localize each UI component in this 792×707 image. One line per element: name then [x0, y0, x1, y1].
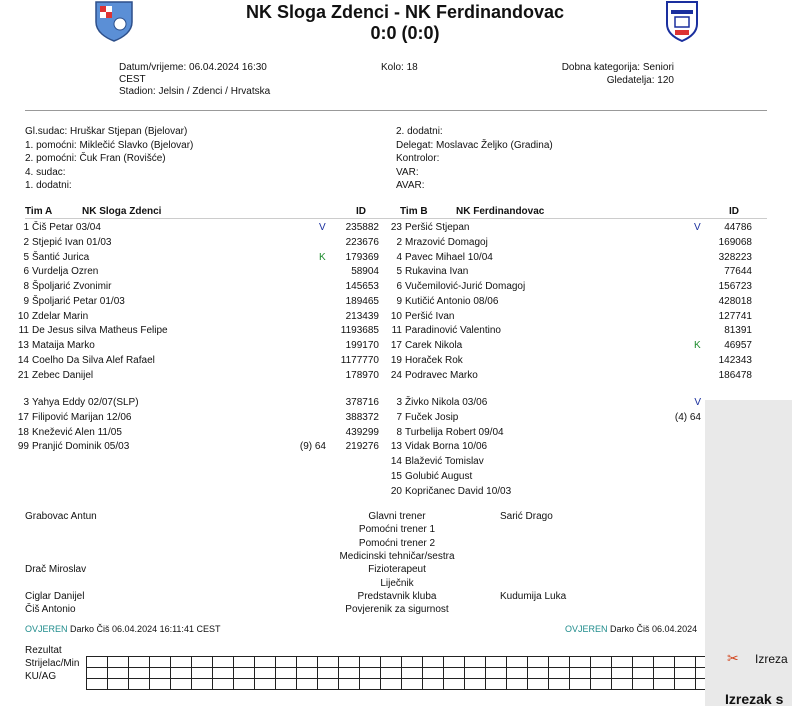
player-number: 10 — [390, 310, 402, 322]
sub-number: 3 — [396, 397, 402, 408]
score-cell — [591, 657, 612, 668]
player-name: Peršić Stjepan — [405, 222, 470, 233]
player-id: 81391 — [724, 325, 752, 337]
score-cell — [171, 657, 192, 668]
staff-role-label: Pomoćni trener 2 — [358, 537, 436, 549]
player-badge: V — [319, 222, 326, 233]
official-line: 2. pomoćni: Čuk Fran (Rovišće) — [25, 153, 166, 164]
sub-number: 7 — [396, 411, 402, 423]
match-stadium: Stadion: Jelsin / Zdenci / Hrvatska — [119, 86, 271, 97]
staff-role-label: Liječnik — [380, 577, 414, 589]
player-name: Coelho Da Silva Alef Rafael — [32, 354, 155, 366]
verified-label: OVJEREN — [565, 624, 608, 634]
player-name: Paradinović Valentino — [405, 325, 501, 337]
player-id: 179369 — [345, 251, 379, 263]
verified-b-text: Darko Čiš 06.04.2024 — [610, 624, 698, 634]
score-cell — [654, 679, 675, 690]
player-name: Vurdelja Ozren — [32, 266, 99, 278]
score-cell — [570, 668, 591, 679]
sub-id: 219276 — [345, 441, 379, 453]
sub-name: Golubić August — [405, 470, 473, 482]
score-cell — [654, 657, 675, 668]
player-number: 24 — [390, 369, 402, 381]
player-badge: K — [319, 251, 326, 263]
team-b-name: NK Ferdinandovac — [456, 206, 545, 217]
staff-role-label: Povjerenik za sigurnost — [345, 604, 449, 616]
official-line: Gl.sudac: Hruškar Stjepan (Bjelovar) — [25, 126, 188, 137]
player-name: Špoljarić Zvonimir — [32, 281, 112, 292]
staff-a-physio: Drač Miroslav — [25, 564, 87, 575]
sub-name: Knežević Alen 11/05 — [32, 426, 122, 438]
score-cell — [675, 668, 696, 679]
score-cell — [423, 679, 444, 690]
player-id: 213439 — [345, 310, 379, 322]
score-cell — [150, 668, 171, 679]
sub-number: 13 — [390, 441, 402, 453]
score-cell — [444, 668, 465, 679]
score-cell — [150, 657, 171, 668]
staff-b-club-rep: Kudumija Luka — [500, 591, 567, 602]
player-name: Rukavina Ivan — [405, 266, 469, 278]
sub-info: (9) 64 — [299, 441, 326, 453]
player-number: 5 — [396, 266, 402, 278]
official-line: VAR: — [396, 166, 419, 178]
score-cell — [192, 657, 213, 668]
player-name: Kutičić Antonio 08/06 — [405, 295, 499, 307]
player-number: 10 — [17, 310, 29, 322]
score-cell — [192, 668, 213, 679]
player-name: Peršić Ivan — [405, 310, 455, 322]
score-cell — [654, 668, 675, 679]
player-number: 19 — [390, 354, 402, 366]
player-number: 9 — [396, 295, 402, 307]
score-cell — [87, 668, 108, 679]
match-score: 0:0 (0:0) — [370, 23, 440, 43]
score-cell — [192, 679, 213, 690]
player-name: Mrazović Domagoj — [405, 236, 488, 248]
away-club-crest — [665, 0, 699, 45]
staff-role-label: Glavni trener — [368, 511, 426, 522]
home-club-crest — [94, 0, 134, 45]
score-cell — [297, 679, 318, 690]
overlay-title: Izrezak s — [725, 691, 784, 707]
match-attendance: Gledatelja: 120 — [606, 75, 674, 86]
score-cell — [465, 679, 486, 690]
score-row-label: Rezultat — [25, 645, 62, 656]
player-id: 223676 — [345, 236, 379, 248]
player-id: 46957 — [724, 340, 752, 351]
official-line: AVAR: — [396, 180, 425, 191]
sub-number: 18 — [17, 426, 29, 438]
divider — [25, 110, 767, 111]
player-badge: K — [694, 340, 701, 351]
player-number: 4 — [396, 251, 402, 263]
score-cell — [675, 679, 696, 690]
staff-role-label: Fizioterapeut — [368, 564, 426, 576]
sub-name: Turbelija Robert 09/04 — [405, 426, 504, 438]
staff-b-head-coach: Sarić Drago — [500, 511, 553, 522]
official-line: 2. dodatni: — [396, 126, 443, 137]
score-cell — [612, 679, 633, 690]
score-cell — [612, 657, 633, 668]
score-row-label: KU/AG — [25, 671, 57, 682]
match-title: NK Sloga Zdenci - NK Ferdinandovac — [245, 2, 565, 22]
score-cell — [318, 657, 339, 668]
staff-a-club-rep: Ciglar Danijel — [25, 591, 85, 602]
scissors-icon: ✂ — [727, 650, 739, 666]
player-name: Stjepić Ivan 01/03 — [32, 236, 112, 248]
score-cell — [171, 679, 192, 690]
verified-b — [565, 624, 697, 634]
sub-id: 439299 — [345, 426, 379, 438]
score-cell — [633, 679, 654, 690]
score-cell — [591, 668, 612, 679]
score-cell — [255, 668, 276, 679]
score-cell — [381, 657, 402, 668]
sub-name: Fuček Josip — [405, 411, 459, 423]
player-name: Šantić Jurica — [32, 251, 90, 263]
player-name: Podravec Marko — [405, 369, 478, 381]
staff-a-security: Čiš Antonio — [25, 604, 76, 615]
player-number: 9 — [23, 295, 29, 307]
sub-name: Yahya Eddy 02/07(SLP) — [32, 397, 139, 408]
score-cell — [318, 679, 339, 690]
player-number: 2 — [23, 236, 29, 248]
player-name: Vučemilović-Jurić Domagoj — [405, 281, 526, 292]
score-cell — [549, 679, 570, 690]
player-number: 13 — [17, 340, 29, 351]
player-id: 156723 — [718, 281, 752, 292]
player-number: 23 — [390, 222, 402, 233]
sub-name: Pranjić Dominik 05/03 — [32, 441, 130, 453]
score-cell — [339, 657, 360, 668]
sub-number: 15 — [390, 470, 402, 482]
score-cell — [381, 679, 402, 690]
player-name: Zdelar Marin — [32, 310, 89, 322]
score-cell — [255, 679, 276, 690]
match-category: Dobna kategorija: Seniori — [561, 62, 674, 73]
score-cell — [402, 657, 423, 668]
team-b-id-header: ID — [729, 206, 739, 217]
score-cell — [87, 679, 108, 690]
score-cell — [423, 657, 444, 668]
score-cell — [150, 679, 171, 690]
player-id: 145653 — [345, 281, 379, 292]
player-number: 11 — [18, 325, 29, 337]
sub-number: 3 — [23, 397, 29, 408]
player-id: 189465 — [345, 295, 379, 307]
player-id: 235882 — [345, 222, 379, 233]
player-number: 11 — [391, 325, 402, 337]
score-cell — [633, 657, 654, 668]
score-cell — [129, 657, 150, 668]
sub-id: 388372 — [345, 411, 379, 423]
score-cell — [339, 679, 360, 690]
player-id: 1177770 — [340, 354, 379, 366]
player-number: 6 — [23, 266, 29, 278]
player-id: 77644 — [724, 266, 752, 278]
sub-number: 17 — [17, 411, 29, 423]
score-cell — [549, 668, 570, 679]
score-cell — [213, 679, 234, 690]
score-cell — [444, 679, 465, 690]
player-badge: V — [694, 222, 701, 233]
verified-label: OVJEREN — [25, 624, 68, 634]
player-name: Čiš Petar 03/04 — [32, 222, 101, 233]
match-datetime: Datum/vrijeme: 06.04.2024 16:30 — [119, 62, 267, 73]
score-cell — [528, 679, 549, 690]
score-cell — [570, 657, 591, 668]
sub-number: 99 — [17, 441, 29, 453]
player-number: 17 — [390, 340, 402, 351]
score-cell — [507, 679, 528, 690]
sub-name: Blažević Tomislav — [405, 456, 484, 467]
score-cell — [87, 657, 108, 668]
player-number: 21 — [17, 369, 29, 381]
player-number: 5 — [23, 251, 29, 263]
score-cell — [528, 668, 549, 679]
player-id: 127741 — [718, 310, 752, 322]
score-cell — [171, 668, 192, 679]
player-number: 6 — [396, 281, 402, 292]
team-a-id-header: ID — [356, 206, 366, 217]
player-number: 1 — [23, 222, 29, 233]
verified-a — [25, 624, 220, 634]
player-name: Zebec Danijel — [32, 369, 94, 381]
player-number: 8 — [23, 281, 29, 292]
staff-role-label: Medicinski tehničar/sestra — [339, 550, 455, 562]
score-cell — [381, 668, 402, 679]
official-line: 1. dodatni: — [25, 180, 72, 191]
sub-info: (4) 64 — [674, 411, 701, 423]
score-cell — [423, 668, 444, 679]
sub-name: Kopričanec David 10/03 — [405, 485, 512, 497]
score-cell — [465, 657, 486, 668]
score-cell — [360, 668, 381, 679]
sub-number: 14 — [390, 456, 402, 467]
player-id: 1193685 — [340, 325, 379, 337]
score-cell — [486, 679, 507, 690]
player-id: 58904 — [351, 266, 379, 278]
player-id: 428018 — [718, 295, 752, 307]
score-cell — [234, 679, 255, 690]
score-cell — [297, 657, 318, 668]
official-line: Kontrolor: — [396, 153, 440, 164]
score-cell — [591, 679, 612, 690]
sub-name: Vidak Borna 10/06 — [405, 441, 488, 453]
player-number: 14 — [17, 354, 29, 366]
official-line: Delegat: Moslavac Željko (Gradina) — [396, 139, 553, 151]
score-cell — [108, 679, 129, 690]
player-name: Horaček Rok — [405, 354, 463, 366]
sub-name: Filipović Marijan 12/06 — [32, 411, 132, 423]
score-cell — [402, 679, 423, 690]
staff-role-label: Pomoćni trener 1 — [358, 524, 436, 536]
score-cell — [486, 668, 507, 679]
score-cell — [612, 668, 633, 679]
score-cell — [465, 668, 486, 679]
official-line: 4. sudac: — [25, 166, 66, 178]
score-cell — [234, 668, 255, 679]
score-cell — [444, 657, 465, 668]
team-a-label: Tim A — [25, 206, 53, 217]
score-cell — [213, 668, 234, 679]
player-id: 199170 — [345, 340, 379, 351]
staff-role-label: Predstavnik kluba — [357, 590, 437, 602]
player-name: De Jesus silva Matheus Felipe — [32, 325, 168, 337]
score-grid — [86, 656, 717, 690]
score-cell — [507, 668, 528, 679]
snip-overlay-panel[interactable] — [705, 400, 792, 706]
player-id: 142343 — [718, 354, 752, 366]
score-cell — [129, 668, 150, 679]
score-cell — [570, 679, 591, 690]
match-timezone: CEST — [119, 74, 146, 85]
score-cell — [360, 657, 381, 668]
score-cell — [276, 657, 297, 668]
player-name: Špoljarić Petar 01/03 — [32, 295, 125, 307]
player-number: 2 — [396, 236, 402, 248]
score-cell — [549, 657, 570, 668]
score-cell — [276, 679, 297, 690]
score-cell — [108, 668, 129, 679]
team-a-name: NK Sloga Zdenci — [82, 206, 162, 217]
score-row-label: Strijelac/Min — [25, 658, 80, 669]
score-cell — [339, 668, 360, 679]
score-cell — [360, 679, 381, 690]
sub-number: 8 — [396, 426, 402, 438]
score-cell — [675, 657, 696, 668]
score-cell — [297, 668, 318, 679]
sub-id: 378716 — [345, 397, 379, 408]
sub-name: Živko Nikola 03/06 — [405, 397, 488, 408]
score-cell — [528, 657, 549, 668]
score-cell — [213, 657, 234, 668]
player-name: Carek Nikola — [405, 340, 463, 351]
score-cell — [402, 668, 423, 679]
player-id: 186478 — [718, 369, 752, 381]
score-cell — [234, 657, 255, 668]
player-id: 169068 — [718, 236, 752, 248]
score-cell — [108, 657, 129, 668]
official-line: 1. pomoćni: Miklečić Slavko (Bjelovar) — [25, 139, 194, 151]
staff-a-head-coach: Grabovac Antun — [25, 511, 97, 522]
player-id: 44786 — [724, 222, 752, 233]
team-b-label: Tim B — [400, 206, 428, 217]
score-cell — [633, 668, 654, 679]
verified-a-text: Darko Čiš 06.04.2024 16:11:41 CEST — [70, 624, 221, 634]
score-cell — [507, 657, 528, 668]
score-cell — [486, 657, 507, 668]
match-round: Kolo: 18 — [381, 62, 418, 73]
sub-number: 20 — [390, 485, 402, 497]
score-cell — [129, 679, 150, 690]
score-cell — [318, 668, 339, 679]
player-name: Pavec Mihael 10/04 — [405, 251, 493, 263]
sub-info: V — [694, 397, 701, 408]
score-cell — [276, 668, 297, 679]
score-cell — [255, 657, 276, 668]
player-name: Mataija Marko — [32, 340, 95, 351]
team-header-line — [25, 218, 767, 219]
player-id: 178970 — [345, 369, 379, 381]
overlay-text: Izreza — [755, 652, 788, 666]
player-id: 328223 — [718, 251, 752, 263]
